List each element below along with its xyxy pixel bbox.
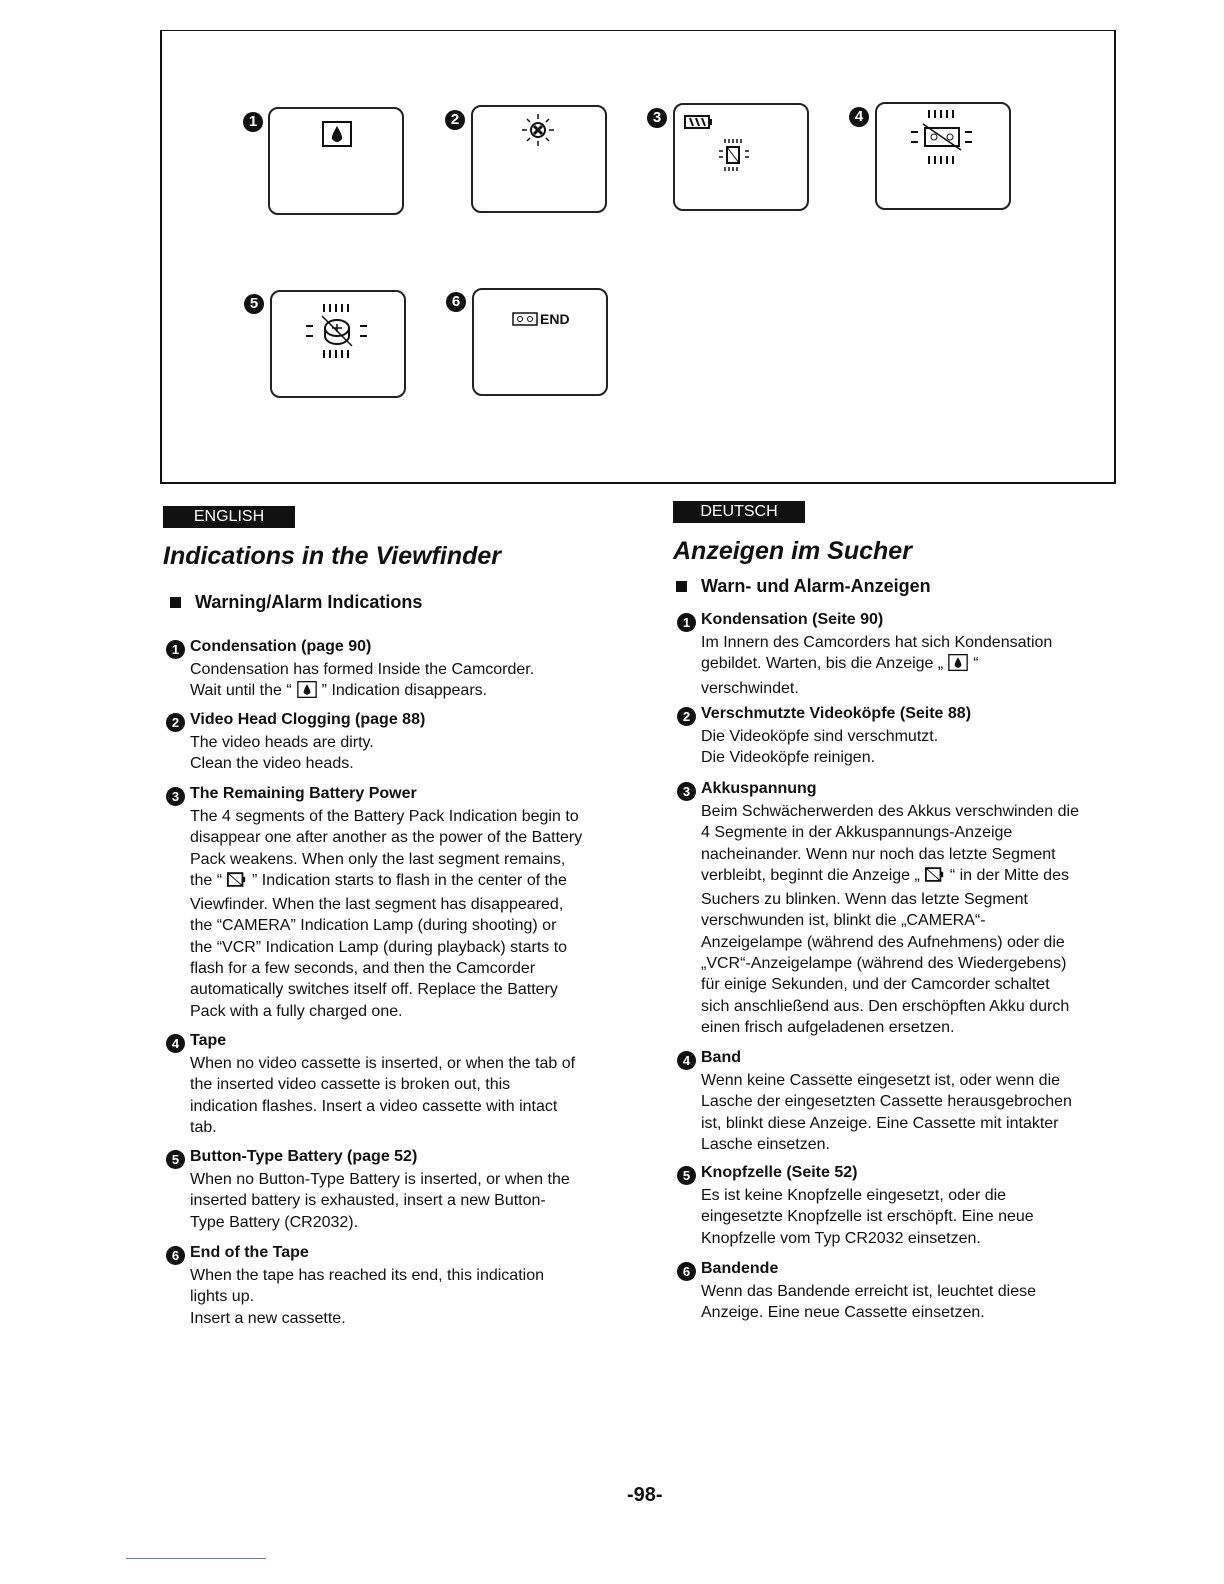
english-title: Indications in the Viewfinder <box>163 542 502 570</box>
deutsch-item-3 <box>682 778 1079 1038</box>
line-text: gebildet. Warten, bis die Anzeige „ <box>701 655 944 673</box>
line-text: ” Indication starts to flash in the center of the <box>252 871 567 889</box>
deutsch-item-line: Wenn keine Cassette eingesetzt ist, oder wenn die <box>701 1072 1061 1089</box>
deutsch-subtitle-text: Warn- und Alarm-Anzeigen <box>701 576 931 596</box>
deutsch-item-heading-text: Band <box>701 1049 741 1066</box>
number-circle-icon: 2 <box>166 713 185 732</box>
deutsch-item-heading-text: Akkuspannung <box>701 780 817 797</box>
deutsch-item-line: Lasche einsetzen. <box>701 1135 830 1153</box>
button-battery-icon <box>292 300 382 369</box>
number-circle-icon: 6 <box>677 1262 696 1281</box>
english-item-heading-text: Button-Type Battery (page 52) <box>190 1148 418 1165</box>
condensation-icon <box>948 658 968 675</box>
panel-number: 6 <box>446 292 466 312</box>
deutsch-item-6 <box>682 1258 1037 1324</box>
english-item-6 <box>171 1242 544 1329</box>
english-item-3 <box>171 783 583 1022</box>
deutsch-item-heading <box>677 1258 1036 1281</box>
viewfinder-panel-5 <box>270 290 406 398</box>
deutsch-item-1 <box>682 609 1053 699</box>
english-item-2 <box>171 709 426 775</box>
deutsch-item-heading <box>677 1162 1034 1185</box>
english-item-line <box>190 680 534 704</box>
number-circle-icon: 3 <box>166 787 185 806</box>
english-item-heading <box>166 1146 570 1169</box>
deutsch-item-heading <box>677 703 971 726</box>
english-item-heading <box>166 636 534 659</box>
english-item-1 <box>171 636 535 705</box>
english-item-heading <box>166 1030 575 1053</box>
viewfinder-panel-3 <box>673 103 809 211</box>
english-item-line: Pack weakens. When only the last segment remains, <box>190 850 566 868</box>
battery-icon <box>683 113 783 190</box>
line-text: “ <box>973 655 979 673</box>
deutsch-item-line: für einige Sekunden, und der Camcorder schaltet <box>701 976 1050 994</box>
deutsch-item-heading <box>677 1047 1072 1070</box>
line-text: ” Indication disappears. <box>321 682 488 700</box>
deutsch-item-line: Anzeigelampe (während des Aufnehmens) oder die <box>701 933 1065 951</box>
number-circle-icon: 5 <box>677 1166 696 1185</box>
number-circle-icon: 5 <box>166 1150 185 1169</box>
english-item-4 <box>171 1030 576 1138</box>
number-circle-icon: 1 <box>166 640 185 659</box>
english-item-line <box>190 870 582 894</box>
english-item-line: inserted battery is exhausted, insert a new Button- <box>190 1192 546 1210</box>
line-text: the “ <box>190 871 223 889</box>
deutsch-item-5 <box>682 1162 1034 1249</box>
line-text: Wait until the “ <box>190 682 292 700</box>
english-item-heading <box>166 1242 544 1265</box>
english-item-line: automatically switches itself off. Replace the Battery <box>190 981 558 999</box>
deutsch-item-line: Lasche der eingesetzten Cassette herausgebrochen <box>701 1093 1072 1111</box>
deutsch-item-line: verschwindet. <box>701 679 799 697</box>
deutsch-item-heading-text: Kondensation (Seite 90) <box>701 611 884 628</box>
bullet-square-icon <box>170 597 181 608</box>
panel-number: 1 <box>243 112 263 132</box>
english-item-line: the inserted video cassette is broken out, this <box>190 1076 511 1094</box>
number-circle-icon: 4 <box>677 1051 696 1070</box>
english-item-heading-text: End of the Tape <box>190 1244 309 1261</box>
deutsch-item-4 <box>682 1047 1072 1155</box>
deutsch-item-line: Beim Schwächerwerden des Akkus verschwinden die <box>701 803 1079 820</box>
footer-rule <box>126 1558 266 1559</box>
english-item-line: the “VCR” Indication Lamp (during playback) starts to <box>190 938 568 956</box>
english-item-heading-text: Condensation (page 90) <box>190 638 372 655</box>
english-item-line: Condensation has formed Inside the Camcorder. <box>190 661 535 678</box>
bullet-square-icon <box>676 581 687 592</box>
viewfinder-panel-1 <box>268 107 404 215</box>
condensation-icon <box>322 121 352 152</box>
english-item-line: Insert a new cassette. <box>190 1309 346 1327</box>
deutsch-item-line: Anzeige. Eine neue Cassette einsetzen. <box>701 1304 985 1322</box>
deutsch-item-line: Suchers zu blinken. Wenn das letzte Segment <box>701 891 1028 909</box>
deutsch-item-heading-text: Bandende <box>701 1260 779 1277</box>
english-item-line: Type Battery (CR2032). <box>190 1213 359 1231</box>
line-text: “ in der Mitte des <box>949 866 1069 884</box>
english-item-line: disappear one after another as the power of the Battery <box>190 829 583 847</box>
english-item-heading-text: The Remaining Battery Power <box>190 785 417 802</box>
viewfinder-panel-6 <box>472 288 608 396</box>
deutsch-item-line: Es ist keine Knopfzelle eingesetzt, oder die <box>701 1187 1007 1204</box>
english-item-line: the “CAMERA” Indication Lamp (during shooting) or <box>190 917 557 935</box>
deutsch-label: DEUTSCH <box>673 501 805 523</box>
head-clog-icon <box>518 112 558 153</box>
deutsch-item-line: 4 Segmente in der Akkuspannungs-Anzeige <box>701 824 1013 842</box>
page-number: -98- <box>627 1484 663 1506</box>
english-item-line: When the tape has reached its end, this indication <box>190 1267 544 1284</box>
deutsch-item-line: Wenn das Bandende erreicht ist, leuchtet diese <box>701 1283 1037 1300</box>
deutsch-item-line <box>701 653 1052 677</box>
deutsch-item-heading <box>677 609 1052 632</box>
viewfinder-diagram-frame <box>160 30 1116 484</box>
viewfinder-panel-4 <box>875 102 1011 210</box>
panel-number: 4 <box>849 107 869 127</box>
english-item-line: The 4 segments of the Battery Pack Indication begin to <box>190 808 579 825</box>
english-item-line: Clean the video heads. <box>190 755 354 773</box>
number-circle-icon: 2 <box>677 707 696 726</box>
deutsch-item-line: eingesetzte Knopfzelle ist erschöpft. Eine neue <box>701 1208 1034 1226</box>
line-text: verbleibt, beginnt die Anzeige „ <box>701 866 920 884</box>
deutsch-item-line: Knopfzelle vom Typ CR2032 einsetzen. <box>701 1229 981 1247</box>
deutsch-subtitle <box>676 576 931 597</box>
english-item-heading <box>166 783 582 806</box>
battery-empty-icon <box>227 875 247 892</box>
english-item-heading-text: Tape <box>190 1032 227 1049</box>
deutsch-item-line: „VCR“-Anzeigelampe (während des Wiedergebens) <box>701 955 1067 973</box>
number-circle-icon: 4 <box>166 1034 185 1053</box>
english-item-line: When no Button-Type Battery is inserted, or when the <box>190 1171 570 1188</box>
deutsch-item-line: Die Videoköpfe sind verschmutzt. <box>701 728 939 745</box>
deutsch-item-line: Im Innern des Camcorders hat sich Kondensation <box>701 634 1053 651</box>
english-item-line: The video heads are dirty. <box>190 734 374 751</box>
english-label: ENGLISH <box>163 506 295 528</box>
english-item-line: When no video cassette is inserted, or when the tab of <box>190 1055 576 1072</box>
deutsch-item-heading <box>677 778 1079 801</box>
number-circle-icon: 3 <box>677 782 696 801</box>
deutsch-item-line: einen frisch aufgeladenen ersetzen. <box>701 1018 955 1036</box>
english-subtitle-text: Warning/Alarm Indications <box>195 592 423 612</box>
deutsch-title: Anzeigen im Sucher <box>673 537 912 565</box>
panel-number: 2 <box>445 110 465 130</box>
english-subtitle <box>170 592 422 613</box>
english-item-line: Pack with a fully charged one. <box>190 1002 403 1020</box>
tape-end-icon <box>512 312 538 331</box>
deutsch-item-line: verschwunden ist, blinkt die „CAMERA“- <box>701 912 986 930</box>
tape-end-label: END <box>540 311 570 327</box>
deutsch-item-2 <box>682 703 972 769</box>
condensation-icon <box>297 685 317 702</box>
english-item-line: tab. <box>190 1118 217 1136</box>
english-item-line: lights up. <box>190 1288 255 1306</box>
deutsch-item-line: Die Videoköpfe reinigen. <box>701 749 876 767</box>
number-circle-icon: 1 <box>677 613 696 632</box>
deutsch-item-heading-text: Verschmutzte Videoköpfe (Seite 88) <box>701 705 972 722</box>
english-item-heading <box>166 709 425 732</box>
no-tape-icon <box>897 106 987 175</box>
panel-number: 5 <box>244 294 264 314</box>
viewfinder-panel-2 <box>471 105 607 213</box>
english-item-5 <box>171 1146 570 1233</box>
battery-empty-icon <box>925 870 945 887</box>
english-item-line: flash for a few seconds, and then the Camcorder <box>190 960 536 978</box>
english-item-line: Viewfinder. When the last segment has disappeared, <box>190 896 564 914</box>
english-item-line: indication flashes. Insert a video cassette with intact <box>190 1097 558 1115</box>
english-item-heading-text: Video Head Clogging (page 88) <box>190 711 426 728</box>
deutsch-item-heading-text: Knopfzelle (Seite 52) <box>701 1164 858 1181</box>
panel-number: 3 <box>647 108 667 128</box>
deutsch-item-line: sich anschließend aus. Den erschöpften Akku durch <box>701 997 1070 1015</box>
deutsch-item-line: ist, blinkt diese Anzeige. Eine Cassette mit intakter <box>701 1114 1059 1132</box>
number-circle-icon: 6 <box>166 1246 185 1265</box>
deutsch-item-line <box>701 865 1079 889</box>
deutsch-item-line: nacheinander. Wenn nur noch das letzte Segment <box>701 845 1056 863</box>
